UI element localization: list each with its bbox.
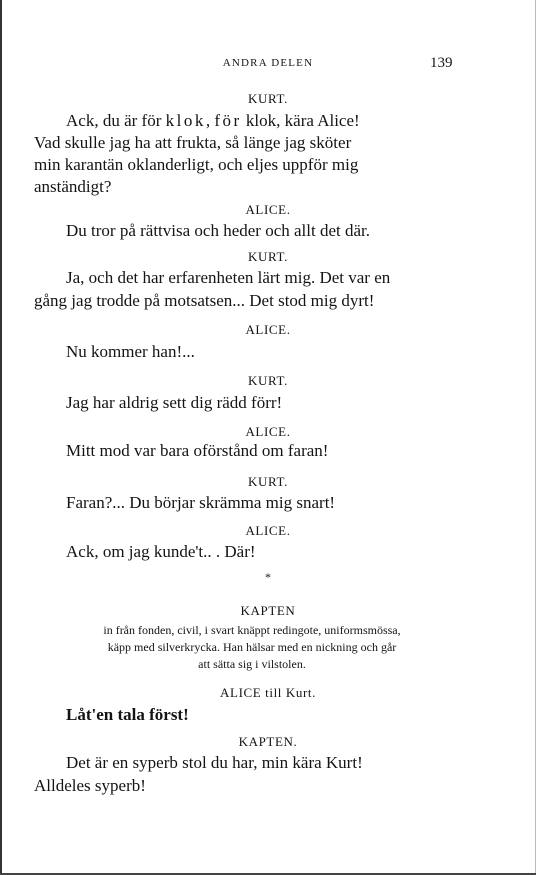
- speaker-alice-1: ALICE.: [245, 202, 291, 217]
- speaker-alice-2: ALICE.: [245, 322, 291, 337]
- text-run: klok, kära Alice!: [241, 111, 360, 130]
- page-number: 139: [430, 55, 453, 71]
- stage-direction-line: in från fonden, civil, i svart knäppt redingote, uniformsmössa,: [103, 623, 401, 637]
- text-run-emphasis: klok: [165, 111, 206, 130]
- running-title: ANDRA DELEN: [222, 57, 314, 69]
- text-run: ,: [205, 111, 215, 130]
- speech-line: Ja, och det har erfarenheten lärt mig. Det var en: [66, 268, 391, 287]
- speech-line: Vad skulle jag ha att frukta, så länge jag sköter: [34, 133, 352, 152]
- stage-direction-line: käpp med silverkrycka. Han hälsar med en nickning och går: [107, 640, 397, 654]
- speech-line: [66, 111, 360, 131]
- speaker-alice-aside: ALICE till Kurt.: [220, 685, 316, 700]
- speaker-kurt-1: KURT.: [248, 91, 288, 106]
- speaker-kurt-2: KURT.: [248, 249, 288, 264]
- speech-line: Nu kommer han!...: [66, 342, 195, 361]
- speech-line: Ack, om jag kunde't.. . Där!: [66, 542, 256, 561]
- speaker-kapten: KAPTEN.: [238, 734, 298, 749]
- speech-line: Du tror på rättvisa och heder och allt det där.: [66, 221, 370, 240]
- speaker-kapten-entrance: KAPTEN: [240, 603, 296, 618]
- speaker-kurt-4: KURT.: [248, 474, 288, 489]
- speech-line: Mitt mod var bara oförstånd om faran!: [66, 441, 329, 460]
- speech-line: min karantän oklanderligt, och eljes uppför mig: [34, 155, 359, 174]
- scene-separator: *: [265, 570, 271, 584]
- speech-line: anständigt?: [34, 177, 112, 196]
- speaker-alice-3: ALICE.: [245, 424, 291, 439]
- text-run: Ack, du är för: [66, 111, 166, 130]
- speaker-alice-4: ALICE.: [245, 523, 291, 538]
- speech-line: gång jag trodde på motsatsen... Det stod mig dyrt!: [34, 291, 375, 310]
- speech-line: Det är en syperb stol du har, min kära Kurt!: [66, 753, 363, 772]
- speech-line: Jag har aldrig sett dig rädd förr!: [66, 393, 283, 412]
- speech-line: Faran?... Du börjar skrämma mig snart!: [66, 493, 336, 512]
- text-run-emphasis: för: [214, 111, 242, 130]
- speech-line: Låt'en tala först!: [66, 705, 189, 724]
- stage-direction-line: att sätta sig i vilstolen.: [198, 657, 306, 671]
- speech-line: Alldeles syperb!: [34, 776, 146, 795]
- speaker-kurt-3: KURT.: [248, 373, 288, 388]
